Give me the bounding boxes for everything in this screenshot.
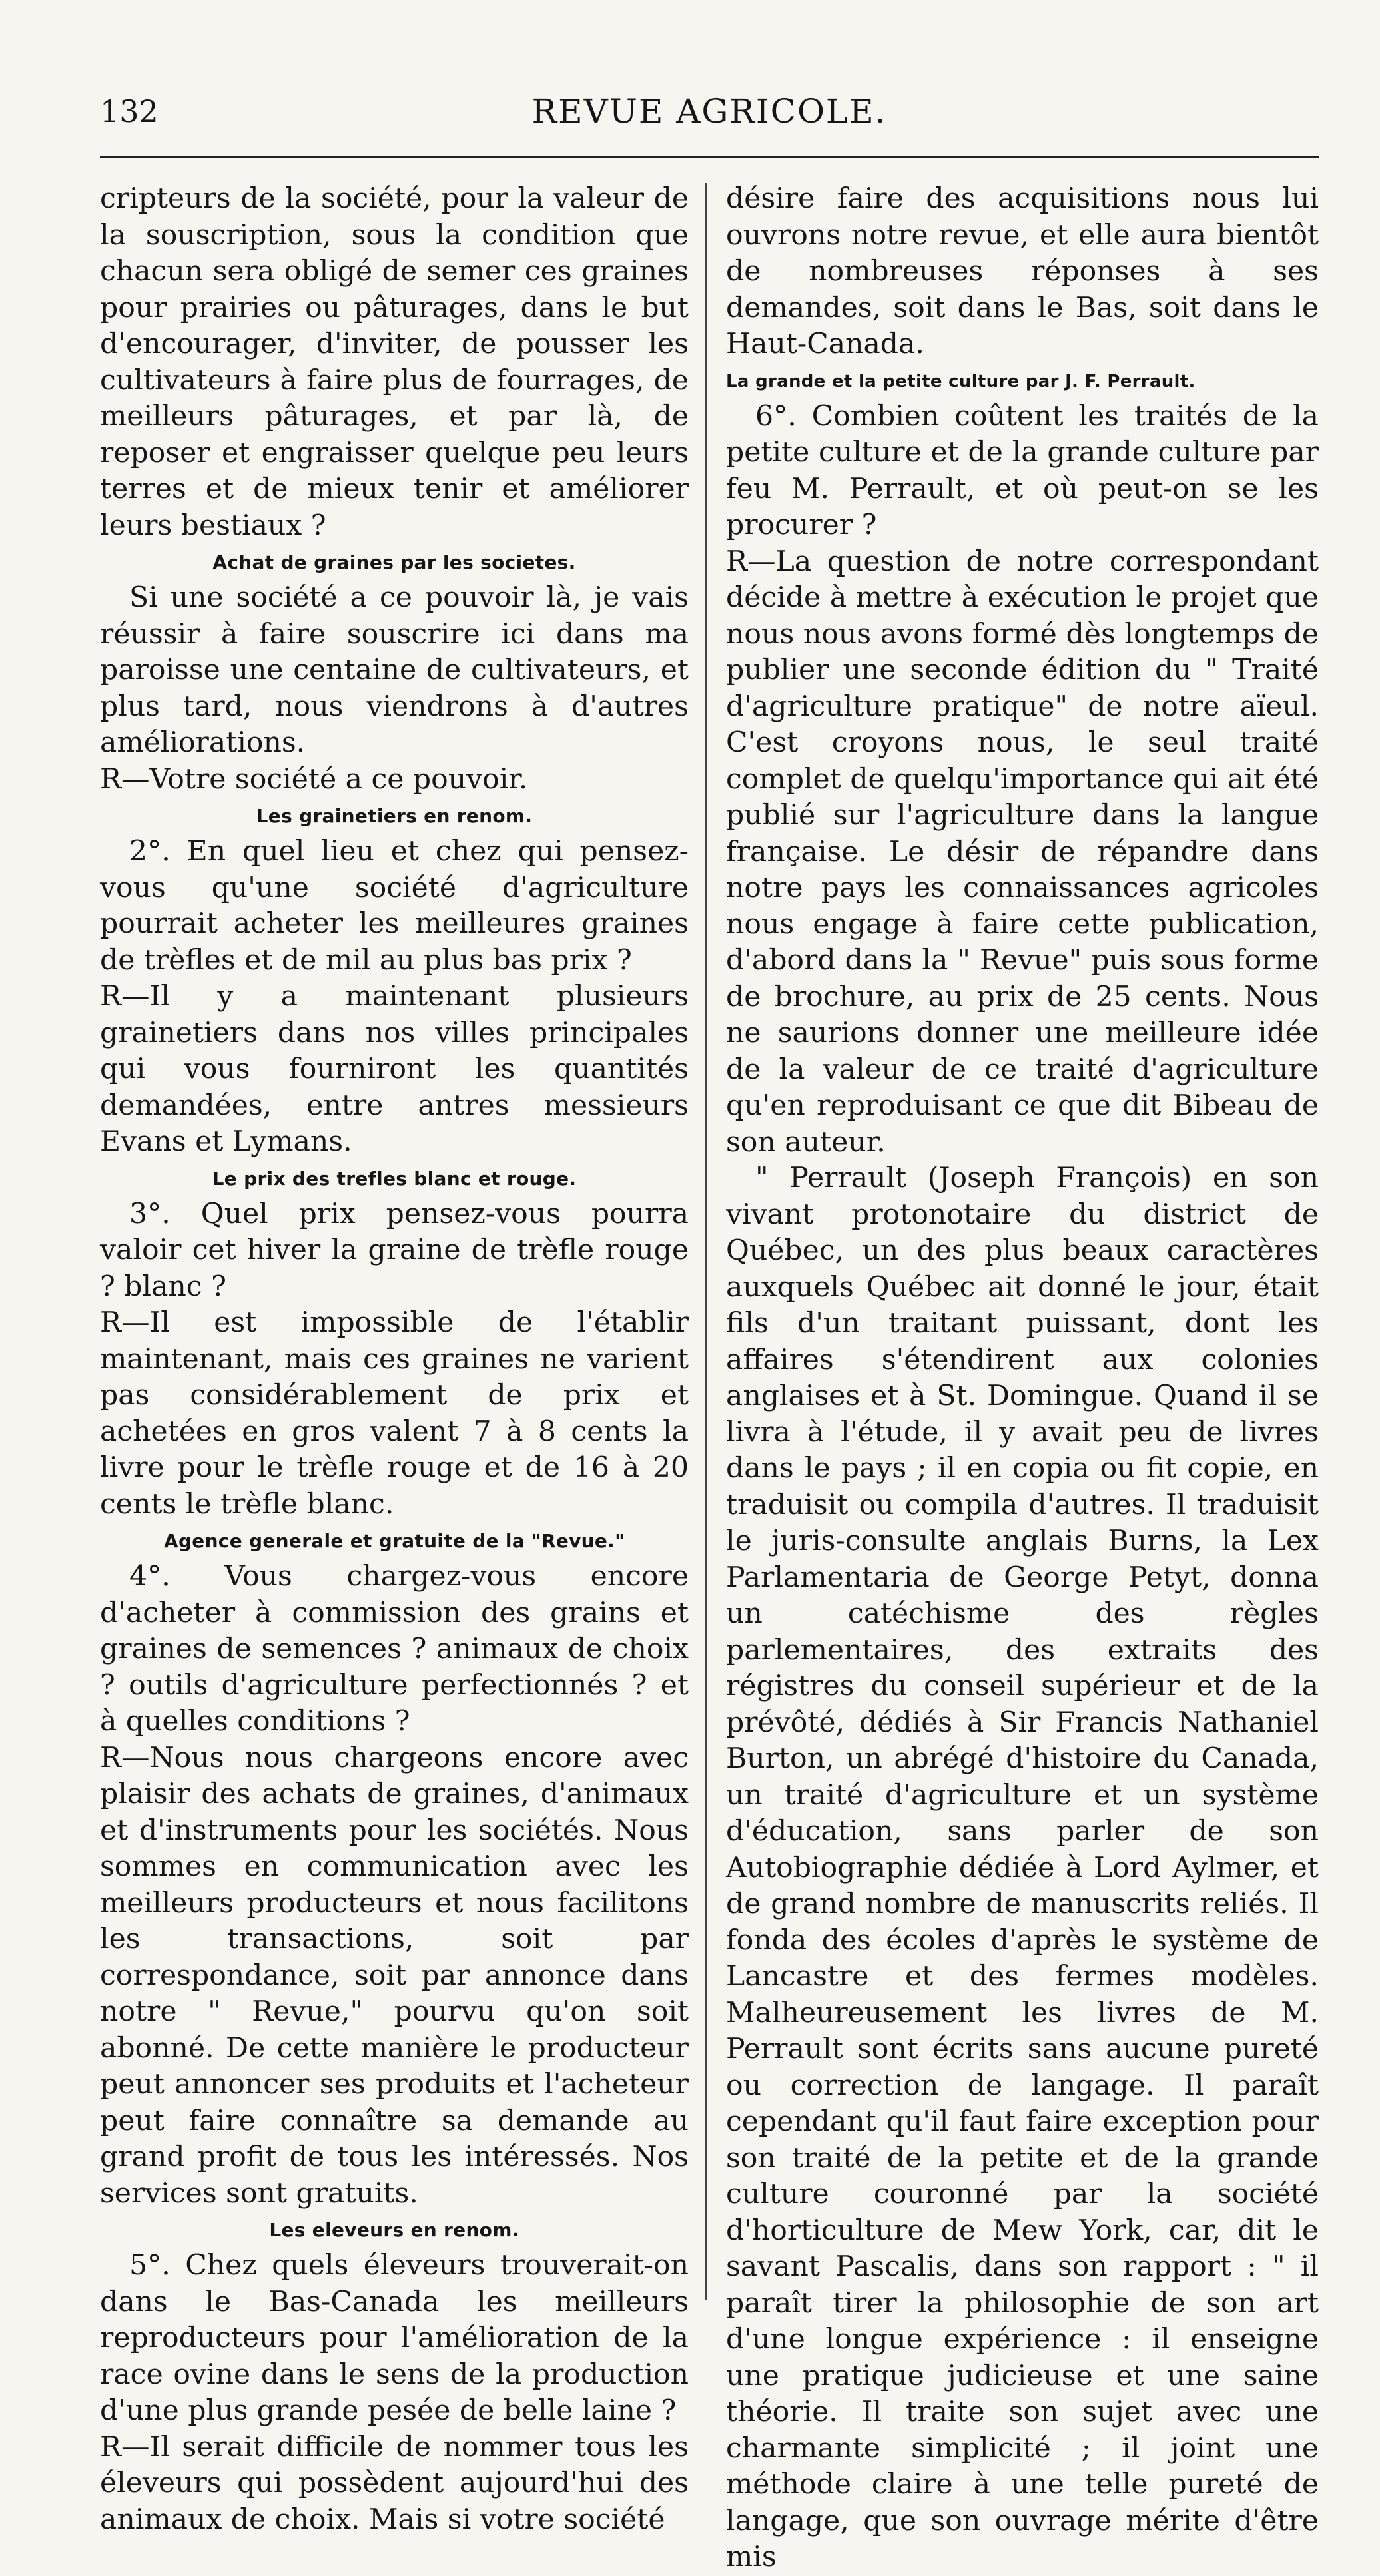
column-divider <box>705 183 707 2300</box>
page-header <box>100 87 1319 140</box>
left-paragraph: R—Nous nous chargeons encore avec plaisir des achats de graines, d'animaux et d'instruments pour les sociétés. Nous sommes en communication avec les meilleurs producteurs et nous facilitons les transactions, soit par correspondance, soit par annonce dans notre " Revue," pourvu qu'on soit abonné. De cette manière le producteur peut annoncer ses produits et l'acheteur peut faire connaître sa demande au grand profit de tous les intéressés. Nos services sont gratuits. <box>100 1741 689 2210</box>
left-paragraph: 4°. Vous chargez-vous encore d'acheter à commission des grains et graines de semences ? animaux de choix ? outils d'agriculture perfectionnés ? et à quelles conditions ? <box>100 1560 689 1738</box>
left-paragraph: 2°. En quel lieu et chez qui pensez-vous qu'une société d'agriculture pourrait acheter les meilleures graines de trèfles et de mil au plus bas prix ? <box>100 835 689 977</box>
right-paragraph: " Perrault (Joseph François) en son vivant protonotaire du district de Québec, un des plus beaux caractères auxquels Québec ait donné le jour, était fils d'un traitant puissant, dont les affaires s'étendirent aux colonies anglaises et à St. Domingue. Quand il se livra à l'étude, il y avait peu de livres dans le pays ; il en copia ou fit copie, en traduisit ou compila d'autres. Il traduisit le juris-consulte anglais Burns, la Lex Parlamentaria de George Petyt, donna un catéchisme des règles parlementaires, des extraits des régistres du conseil supérieur et de la prévôté, dédiés à Sir Francis Nathaniel Burton, un abrégé d'histoire du Canada, un traité d'agriculture et un système d'éducation, sans parler de son Autobiographie dédiée à Lord Aylmer, et de grand nombre de manuscrits reliés. Il fonda des écoles d'après le système de Lancastre et des fermes modèles. Malheureusement les livres de M. Perrault sont écrits sans aucune pureté ou correction de langage. Il paraît cependant qu'il faut faire exception pour son traité de la petite et de la grande culture couronné par la société d'horticulture de Mew York, car, dit le savant Pascalis, dans son rapport : " il paraît tirer la philosophie de son art d'une longue expérience : il enseigne une pratique judicieuse et une saine théorie. Il traite son sujet avec une charmante simplicité ; il joint une méthode claire à une telle pureté de langage, que son ouvrage mérite d'être mis <box>726 1162 1319 2573</box>
left-section-heading: Les grainetiers en renom. <box>256 805 533 827</box>
right-paragraph: 6°. Combien coûtent les traités de la petite culture et de la grande culture par feu M. Perrault, et où peut-on se les procurer ? <box>726 399 1319 541</box>
right-section-heading: La grande et la petite culture par J. F. Perrault. <box>726 371 1196 391</box>
left-paragraph: cripteurs de la société, pour la valeur de la souscription, sous la condition que chacun sera obligé de semer ces graines pour prairies ou pâturages, dans le but d'encourager, d'inviter, de pousser les cultivateurs à faire plus de fourrages, de meilleurs pâturages, et par là, de reposer et engraisser quelque peu leurs terres et de mieux tenir et améliorer leurs bestiaux ? <box>100 182 689 542</box>
header-rule <box>100 156 1319 158</box>
page-number: 132 <box>100 93 159 129</box>
left-section-heading: Agence generale et gratuite de la "Revue." <box>163 1530 625 1552</box>
running-title: REVUE AGRICOLE. <box>531 92 887 130</box>
left-paragraph: R—Votre société a ce pouvoir. <box>100 762 528 796</box>
right-paragraph: R—La question de notre correspondant décide à mettre à exécution le projet que nous nous avons formé dès longtemps de publier une seconde édition du " Traité d'agriculture pratique" de notre aïeul. C'est croyons nous, le seul traité complet de quelqu'importance qui ait été publié sur l'agriculture dans la langue française. Le désir de répandre dans notre pays les connaissances agricoles nous engage à faire cette publication, d'abord dans la " Revue" puis sous forme de brochure, au prix de 25 cents. Nous ne saurions donner une meilleure idée de la valeur de ce traité d'agriculture qu'en reproduisant ce que dit Bibeau de son auteur. <box>726 545 1319 1159</box>
left-section-heading: Achat de graines par les societes. <box>212 551 576 573</box>
right-paragraph: désire faire des acquisitions nous lui ouvrons notre revue, et elle aura bientôt de nombreuses réponses à ses demandes, soit dans le Bas, soit dans le Haut-Canada. <box>726 182 1319 360</box>
left-paragraph: 5°. Chez quels éleveurs trouverait-on dans le Bas-Canada les meilleurs reproducteurs pour l'amélioration de la race ovine dans le sens de la production d'une plus grande pesée de belle laine ? <box>100 2249 689 2427</box>
left-paragraph: Si une société a ce pouvoir là, je vais réussir à faire souscrire ici dans ma paroisse une centaine de cultivateurs, et plus tard, nous viendrons à d'autres améliorations. <box>100 581 689 759</box>
left-paragraph: 3°. Quel prix pensez-vous pourra valoir cet hiver la graine de trèfle rouge ? blanc ? <box>100 1197 689 1303</box>
left-section-heading: Les eleveurs en renom. <box>269 2219 519 2241</box>
right-column <box>726 181 1319 2573</box>
left-paragraph: R—Il est impossible de l'établir maintenant, mais ces graines ne varient pas considérablement de prix et achetées en gros valent 7 à 8 cents la livre pour le trèfle rouge et de 16 à 20 cents le trèfle blanc. <box>100 1306 689 1521</box>
left-paragraph: R—Il serait difficile de nommer tous les éleveurs qui possèdent aujourd'hui des animaux de choix. Mais si votre société <box>100 2430 689 2536</box>
left-section-heading: Le prix des trefles blanc et rouge. <box>212 1167 577 1190</box>
left-column <box>100 181 689 2536</box>
left-paragraph: R—Il y a maintenant plusieurs grainetiers dans nos villes principales qui vous fourniront les quantités demandées, entre antres messieurs Evans et Lymans. <box>100 980 689 1158</box>
